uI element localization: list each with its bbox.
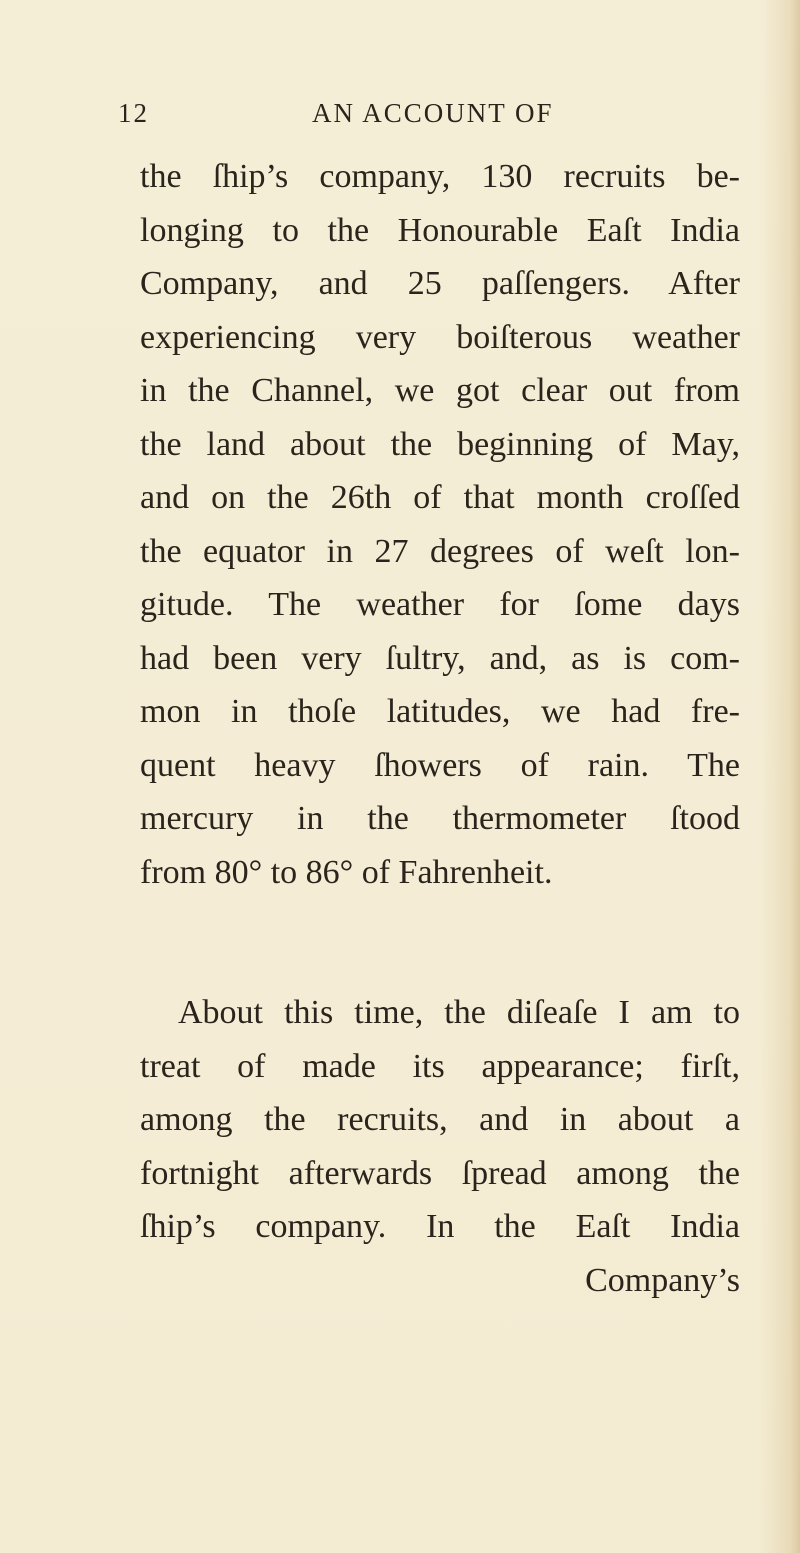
text-line: the ſhip’s company, 130 recruits be-	[140, 158, 740, 195]
text-line: longing to the Honourable Eaſt India	[140, 211, 740, 249]
text-line: experiencing very boiſterous weather	[140, 318, 740, 356]
text-line: from 80° to 86° of Fahrenheit.	[140, 853, 553, 891]
text-line: in the Channel, we got clear out from	[140, 372, 740, 409]
text-line: fortnight afterwards ſpread among the	[140, 1154, 740, 1192]
page-header	[0, 98, 800, 138]
text-line: and on the 26th of that month croſſed	[140, 479, 740, 516]
text-line: gitude. The weather for ſome days	[140, 586, 740, 623]
running-title: AN ACCOUNT OF	[312, 98, 554, 128]
text-line: Company, and 25 paſſengers. After	[140, 265, 740, 302]
text-line: the equator in 27 degrees of weſt lon-	[140, 532, 740, 570]
text-line: About this time, the diſeaſe I am to	[178, 994, 740, 1031]
text-line: mercury in the thermometer ſtood	[140, 800, 740, 837]
paragraph	[140, 986, 740, 1307]
catchword: Company’s	[585, 1261, 740, 1299]
text-line: quent heavy ſhowers of rain. The	[140, 746, 740, 784]
text-line: among the recruits, and in about a	[140, 1101, 740, 1138]
text-line: the land about the beginning of May,	[140, 425, 740, 463]
text-line: mon in thoſe latitudes, we had fre-	[140, 693, 740, 730]
text-line: treat of made its appearance; firſt,	[140, 1047, 740, 1085]
text-line: ſhip’s company. In the Eaſt India	[140, 1208, 740, 1245]
page-number: 12	[118, 98, 149, 128]
text-line: had been very ſultry, and, as is com-	[140, 639, 740, 677]
paragraph	[140, 150, 740, 899]
